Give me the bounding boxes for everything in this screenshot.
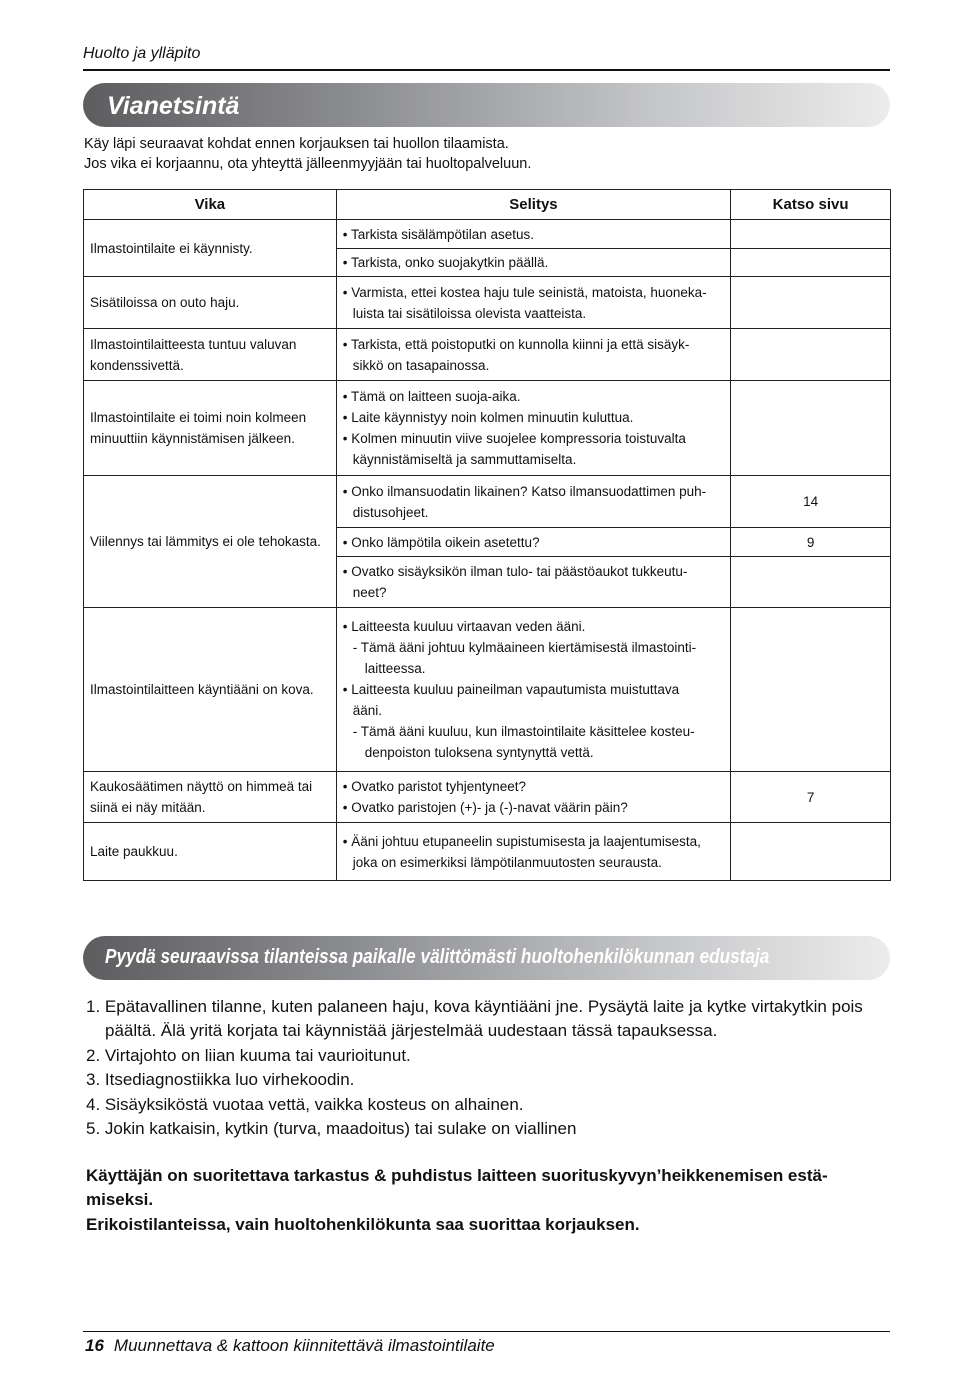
explanation-line: • Ovatko paristot tyhjentyneet? bbox=[342, 779, 527, 794]
explanation-line: distusohjeet. bbox=[352, 504, 429, 520]
service-title: Pyydä seuraavissa tilanteissa paikalle välittömästi huoltohenkilökunnan edustaja bbox=[105, 946, 770, 968]
explanation-line: laitteessa. bbox=[364, 661, 426, 676]
explanation-cell bbox=[336, 557, 730, 608]
page-ref-cell bbox=[731, 823, 891, 881]
page-number: 16 bbox=[85, 1336, 104, 1355]
explanation-cell bbox=[336, 772, 730, 823]
table-row bbox=[84, 277, 891, 329]
service-banner bbox=[83, 936, 890, 980]
table-row bbox=[84, 329, 891, 381]
explanation-line: • Laitteesta kuuluu paineilman vapautumista muistuttava bbox=[342, 682, 680, 697]
page-ref-cell bbox=[731, 249, 891, 277]
explanation-line: • Ovatko paristojen (+)- ja (-)-navat väärin päin? bbox=[342, 800, 628, 815]
explanation-line: • Tarkista sisälämpötilan asetus. bbox=[342, 226, 535, 242]
explanation-cell bbox=[336, 528, 730, 557]
explanation-cell bbox=[336, 249, 730, 277]
explanation-line: • Kolmen minuutin viive suojelee kompressoria toistuvalta bbox=[342, 431, 686, 446]
explanation-cell bbox=[336, 381, 730, 476]
page-ref-cell bbox=[731, 381, 891, 476]
explanation-line: • Onko ilmansuodatin likainen? Katso ilmansuodattimen puh- bbox=[342, 483, 707, 499]
explanation-line: denpoiston tuloksena syntynyttä vettä. bbox=[364, 745, 594, 760]
list-item: 3. Itsediagnostiikka luo virhekoodin. bbox=[86, 1070, 355, 1090]
explanation-line: ääni. bbox=[352, 703, 383, 718]
explanation-cell bbox=[336, 476, 730, 528]
section-header: Huolto ja ylläpito bbox=[83, 45, 201, 62]
column-header-page: Katso sivu bbox=[731, 190, 891, 220]
explanation-line: • Laitteesta kuuluu virtaavan veden ääni. bbox=[342, 619, 586, 634]
fault-cell: Ilmastointilaitteen käyntiääni on kova. bbox=[84, 608, 337, 772]
fault-cell: Ilmastointilaite ei toimi noin kolmeen minuuttiin käynnistämisen jälkeen. bbox=[84, 381, 337, 476]
table-row bbox=[84, 823, 891, 881]
footer bbox=[85, 1336, 495, 1356]
column-header-explanation: Selitys bbox=[336, 190, 730, 220]
explanation-line: • Ovatko sisäyksikön ilman tulo- tai päästöaukot tukkeutu- bbox=[342, 564, 688, 579]
explanation-line: • Ääni johtuu etupaneelin supistumisesta ja laajentumisesta, bbox=[342, 833, 701, 849]
page-ref-cell bbox=[731, 277, 891, 329]
explanation-line: neet? bbox=[352, 585, 387, 600]
explanation-cell bbox=[336, 823, 730, 881]
explanation-cell bbox=[336, 277, 730, 329]
explanation-line: • Onko lämpötila oikein asetettu? bbox=[342, 534, 540, 550]
table-row bbox=[84, 608, 891, 772]
explanation-line: • Tarkista, että poistoputki on kunnolla kiinni ja että sisäyk- bbox=[342, 336, 690, 352]
page-ref-cell: 7 bbox=[731, 772, 891, 823]
list-item: 1. Epätavallinen tilanne, kuten palaneen haju, kova käyntiääni jne. Pysäytä laite ja kytke virtakytkin pois päältä. Älä yritä korjata tai käynnistää järjestelmää uudestaan tässä tapauksessa. bbox=[86, 997, 863, 1041]
table-row bbox=[84, 772, 891, 823]
page-ref-cell: 9 bbox=[731, 528, 891, 557]
fault-cell: Viilennys tai lämmitys ei ole tehokasta. bbox=[84, 476, 337, 608]
fault-cell: Ilmastointilaitteesta tuntuu valuvan kondenssivettä. bbox=[84, 329, 337, 381]
explanation-line: sikkö on tasapainossa. bbox=[352, 357, 490, 373]
explanation-line: • Tarkista, onko suojakytkin päällä. bbox=[342, 255, 549, 270]
explanation-line: • Tämä on laitteen suoja-aika. bbox=[342, 389, 521, 404]
explanation-line: • Laite käynnistyy noin kolmen minuutin kuluttua. bbox=[342, 410, 634, 425]
fault-cell: Ilmastointilaite ei käynnisty. bbox=[84, 220, 337, 277]
list-item: 5. Jokin katkaisin, kytkin (turva, maadoitus) tai sulake on viallinen bbox=[86, 1119, 577, 1139]
explanation-line: - Tämä ääni johtuu kylmäaineen kiertämisestä ilmastointi- bbox=[352, 640, 697, 655]
column-header-fault: Vika bbox=[84, 190, 337, 220]
footer-divider bbox=[83, 1331, 890, 1332]
fault-cell: Sisätiloissa on outo haju. bbox=[84, 277, 337, 329]
fault-cell: Laite paukkuu. bbox=[84, 823, 337, 881]
explanation-line: • Varmista, ettei kostea haju tule seinistä, matoista, huoneka- bbox=[342, 284, 707, 300]
explanation-cell bbox=[336, 329, 730, 381]
intro-line: Jos vika ei korjaannu, ota yhteyttä jälleenmyyjään tai huoltopalveluun. bbox=[84, 156, 532, 172]
header-divider bbox=[83, 69, 890, 71]
intro-line: Käy läpi seuraavat kohdat ennen korjauksen tai huollon tilaamista. bbox=[84, 136, 509, 152]
page-ref-cell bbox=[731, 608, 891, 772]
explanation-cell bbox=[336, 220, 730, 249]
troubleshooting-table bbox=[83, 189, 891, 881]
page-title: Vianetsintä bbox=[83, 83, 890, 127]
footer-title: Muunnettava & kattoon kiinnitettävä ilmastointilaite bbox=[113, 1336, 495, 1355]
explanation-cell bbox=[336, 608, 730, 772]
notes bbox=[86, 1164, 886, 1237]
intro-text bbox=[84, 134, 531, 174]
note: Erikoistilanteissa, vain huoltohenkilökunta saa suorittaa korjauksen. bbox=[86, 1214, 640, 1234]
page-ref-cell bbox=[731, 557, 891, 608]
fault-cell: Kaukosäätimen näyttö on himmeä tai siinä ei näy mitään. bbox=[84, 772, 337, 823]
page-ref-cell bbox=[731, 329, 891, 381]
table-row bbox=[84, 220, 891, 249]
explanation-line: - Tämä ääni kuuluu, kun ilmastointilaite käsittelee kosteu- bbox=[352, 724, 695, 739]
list-item: 2. Virtajohto on liian kuuma tai vaurioitunut. bbox=[86, 1045, 411, 1065]
table-row bbox=[84, 381, 891, 476]
explanation-line: joka on esimerkiksi lämpötilanmuutosten seurausta. bbox=[352, 854, 662, 870]
list-item: 4. Sisäyksiköstä vuotaa vettä, vaikka kosteus on alhainen. bbox=[86, 1094, 524, 1114]
explanation-line: käynnistämiseltä ja sammuttamiselta. bbox=[352, 452, 577, 467]
page-ref-cell: 14 bbox=[731, 476, 891, 528]
service-list bbox=[86, 995, 886, 1141]
note: Käyttäjän on suoritettava tarkastus & puhdistus laitteen suorituskyvyn’heikkenemisen estä-miseksi. bbox=[86, 1166, 828, 1210]
page-ref-cell bbox=[731, 220, 891, 249]
table-row bbox=[84, 476, 891, 528]
explanation-line: luista tai sisätiloissa olevista vaatteista. bbox=[352, 305, 587, 321]
